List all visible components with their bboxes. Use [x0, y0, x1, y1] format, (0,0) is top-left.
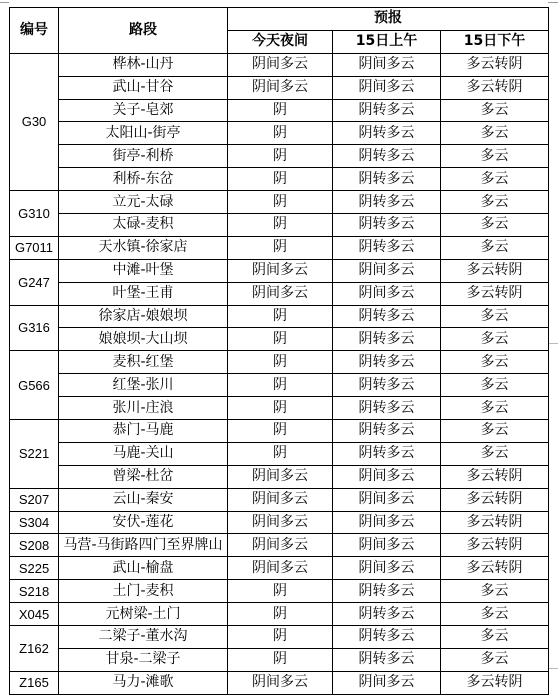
road-section: 二梁子-董水沟	[59, 626, 228, 649]
road-code: S218	[10, 580, 59, 603]
road-section: 叶堡-王甫	[59, 282, 228, 305]
road-section: 中滩-叶堡	[59, 259, 228, 282]
forecast-afternoon: 多云转阴	[441, 76, 549, 99]
forecast-afternoon: 多云转阴	[441, 53, 549, 76]
column-header-afternoon: 15日下午	[441, 30, 549, 53]
forecast-tonight: 阴间多云	[228, 511, 333, 534]
column-header-morning: 15日上午	[333, 30, 441, 53]
forecast-morning: 阴间多云	[333, 282, 441, 305]
road-section: 桦林-山丹	[59, 53, 228, 76]
forecast-tonight: 阴	[228, 603, 333, 626]
forecast-tonight: 阴	[228, 328, 333, 351]
forecast-tonight: 阴	[228, 214, 333, 237]
road-code: G30	[10, 53, 59, 190]
table-row	[10, 420, 549, 443]
table-row	[10, 53, 549, 76]
forecast-morning: 阴转多云	[333, 351, 441, 374]
forecast-morning: 阴转多云	[333, 305, 441, 328]
road-code: G310	[10, 191, 59, 237]
road-section: 天水镇-徐家店	[59, 236, 228, 259]
road-code: S225	[10, 557, 59, 580]
road-section: 利桥-东岔	[59, 168, 228, 191]
road-section: 武山-甘谷	[59, 76, 228, 99]
table-row	[10, 76, 549, 99]
road-section: 麦积-红堡	[59, 351, 228, 374]
forecast-afternoon: 多云	[441, 145, 549, 168]
forecast-morning: 阴转多云	[333, 374, 441, 397]
table-row	[10, 626, 549, 649]
road-code: G316	[10, 305, 59, 351]
road-section: 太碌-麦积	[59, 214, 228, 237]
forecast-afternoon: 多云	[441, 328, 549, 351]
road-section: 恭门-马鹿	[59, 420, 228, 443]
forecast-afternoon: 多云转阴	[441, 534, 549, 557]
road-code: G7011	[10, 236, 59, 259]
road-section: 关子-皂郊	[59, 99, 228, 122]
forecast-morning: 阴间多云	[333, 259, 441, 282]
forecast-tonight: 阴	[228, 626, 333, 649]
road-section: 甘泉-二梁子	[59, 648, 228, 671]
forecast-tonight: 阴	[228, 374, 333, 397]
table-row	[10, 557, 549, 580]
road-section: 张川-庄浪	[59, 397, 228, 420]
page-edge-mark	[548, 343, 558, 345]
road-section: 马营-马街路四门至界牌山	[59, 534, 228, 557]
forecast-morning: 阴转多云	[333, 236, 441, 259]
weather-forecast-table	[9, 7, 549, 695]
forecast-tonight: 阴间多云	[228, 534, 333, 557]
road-section: 马鹿-关山	[59, 442, 228, 465]
road-section: 土门-麦积	[59, 580, 228, 603]
forecast-afternoon: 多云	[441, 214, 549, 237]
forecast-afternoon: 多云	[441, 648, 549, 671]
forecast-tonight: 阴	[228, 580, 333, 603]
forecast-afternoon: 多云转阴	[441, 488, 549, 511]
forecast-morning: 阴间多云	[333, 465, 441, 488]
table-row	[10, 511, 549, 534]
forecast-afternoon: 多云	[441, 442, 549, 465]
forecast-morning: 阴间多云	[333, 488, 441, 511]
table-row	[10, 236, 549, 259]
table-row	[10, 122, 549, 145]
forecast-tonight: 阴	[228, 397, 333, 420]
forecast-morning: 阴转多云	[333, 442, 441, 465]
forecast-tonight: 阴	[228, 191, 333, 214]
table-row	[10, 603, 549, 626]
table-row	[10, 351, 549, 374]
road-section: 徐家店-娘娘坝	[59, 305, 228, 328]
forecast-tonight: 阴	[228, 305, 333, 328]
road-section: 太阳山-街亭	[59, 122, 228, 145]
forecast-tonight: 阴间多云	[228, 53, 333, 76]
table-row	[10, 282, 549, 305]
forecast-tonight: 阴	[228, 442, 333, 465]
table-row	[10, 259, 549, 282]
column-header-section: 路段	[59, 8, 228, 54]
forecast-afternoon: 多云转阴	[441, 557, 549, 580]
forecast-tonight: 阴	[228, 351, 333, 374]
page-corner-mark-left	[0, 0, 9, 3]
forecast-afternoon: 多云	[441, 397, 549, 420]
forecast-morning: 阴转多云	[333, 328, 441, 351]
road-section: 娘娘坝-大山坝	[59, 328, 228, 351]
forecast-afternoon: 多云转阴	[441, 671, 549, 694]
road-code: S207	[10, 488, 59, 511]
road-section: 元树梁-土门	[59, 603, 228, 626]
forecast-afternoon: 多云	[441, 580, 549, 603]
forecast-tonight: 阴间多云	[228, 488, 333, 511]
road-section: 安伏-莲花	[59, 511, 228, 534]
road-code: S221	[10, 420, 59, 489]
table-row	[10, 328, 549, 351]
road-section: 武山-榆盘	[59, 557, 228, 580]
table-row	[10, 168, 549, 191]
table-row	[10, 580, 549, 603]
forecast-morning: 阴间多云	[333, 53, 441, 76]
forecast-tonight: 阴间多云	[228, 259, 333, 282]
table-row	[10, 374, 549, 397]
forecast-afternoon: 多云	[441, 305, 549, 328]
forecast-afternoon: 多云	[441, 99, 549, 122]
road-section: 马力-滩歌	[59, 671, 228, 694]
column-header-tonight: 今天夜间	[228, 30, 333, 53]
road-code: X045	[10, 603, 59, 626]
forecast-afternoon: 多云	[441, 420, 549, 443]
forecast-tonight: 阴间多云	[228, 282, 333, 305]
forecast-tonight: 阴间多云	[228, 671, 333, 694]
page-edge-mark	[548, 668, 558, 670]
forecast-morning: 阴间多云	[333, 557, 441, 580]
table-row	[10, 534, 549, 557]
road-section: 街亭-利桥	[59, 145, 228, 168]
forecast-tonight: 阴	[228, 420, 333, 443]
forecast-afternoon: 多云转阴	[441, 465, 549, 488]
forecast-morning: 阴间多云	[333, 76, 441, 99]
road-section: 立元-太碌	[59, 191, 228, 214]
forecast-afternoon: 多云转阴	[441, 511, 549, 534]
forecast-afternoon: 多云	[441, 374, 549, 397]
forecast-morning: 阴转多云	[333, 420, 441, 443]
forecast-morning: 阴转多云	[333, 580, 441, 603]
forecast-morning: 阴转多云	[333, 191, 441, 214]
road-code: S304	[10, 511, 59, 534]
forecast-afternoon: 多云	[441, 122, 549, 145]
table-row	[10, 442, 549, 465]
forecast-tonight: 阴间多云	[228, 465, 333, 488]
table-row	[10, 305, 549, 328]
column-header-code: 编号	[10, 8, 59, 54]
forecast-afternoon: 多云	[441, 236, 549, 259]
road-section: 红堡-张川	[59, 374, 228, 397]
table-row	[10, 488, 549, 511]
table-row	[10, 397, 549, 420]
forecast-morning: 阴间多云	[333, 534, 441, 557]
forecast-afternoon: 多云	[441, 626, 549, 649]
road-section: 曾梁-杜岔	[59, 465, 228, 488]
column-header-forecast: 预报	[228, 8, 549, 31]
forecast-morning: 阴转多云	[333, 626, 441, 649]
forecast-morning: 阴转多云	[333, 397, 441, 420]
forecast-tonight: 阴	[228, 99, 333, 122]
forecast-afternoon: 多云	[441, 191, 549, 214]
forecast-morning: 阴间多云	[333, 671, 441, 694]
table-row	[10, 648, 549, 671]
forecast-tonight: 阴	[228, 122, 333, 145]
road-code: Z162	[10, 626, 59, 672]
table-row	[10, 191, 549, 214]
forecast-tonight: 阴间多云	[228, 557, 333, 580]
road-code: G566	[10, 351, 59, 420]
forecast-morning: 阴转多云	[333, 168, 441, 191]
forecast-tonight: 阴	[228, 145, 333, 168]
forecast-afternoon: 多云	[441, 603, 549, 626]
forecast-tonight: 阴	[228, 236, 333, 259]
road-code: G247	[10, 259, 59, 305]
table-row	[10, 99, 549, 122]
table-body	[10, 53, 549, 694]
forecast-morning: 阴转多云	[333, 99, 441, 122]
road-section: 云山-秦安	[59, 488, 228, 511]
header-row	[10, 8, 549, 31]
forecast-afternoon: 多云转阴	[441, 282, 549, 305]
table-row	[10, 214, 549, 237]
forecast-morning: 阴转多云	[333, 648, 441, 671]
forecast-morning: 阴转多云	[333, 122, 441, 145]
forecast-afternoon: 多云	[441, 168, 549, 191]
page-corner-mark-right	[548, 0, 558, 3]
forecast-afternoon: 多云	[441, 351, 549, 374]
table-row	[10, 145, 549, 168]
forecast-morning: 阴转多云	[333, 214, 441, 237]
road-code: S208	[10, 534, 59, 557]
forecast-tonight: 阴	[228, 648, 333, 671]
forecast-morning: 阴间多云	[333, 511, 441, 534]
road-code: Z165	[10, 671, 59, 694]
forecast-afternoon: 多云转阴	[441, 259, 549, 282]
forecast-morning: 阴转多云	[333, 603, 441, 626]
forecast-tonight: 阴间多云	[228, 76, 333, 99]
forecast-morning: 阴转多云	[333, 145, 441, 168]
table-header	[10, 8, 549, 54]
table-row	[10, 465, 549, 488]
forecast-tonight: 阴	[228, 168, 333, 191]
